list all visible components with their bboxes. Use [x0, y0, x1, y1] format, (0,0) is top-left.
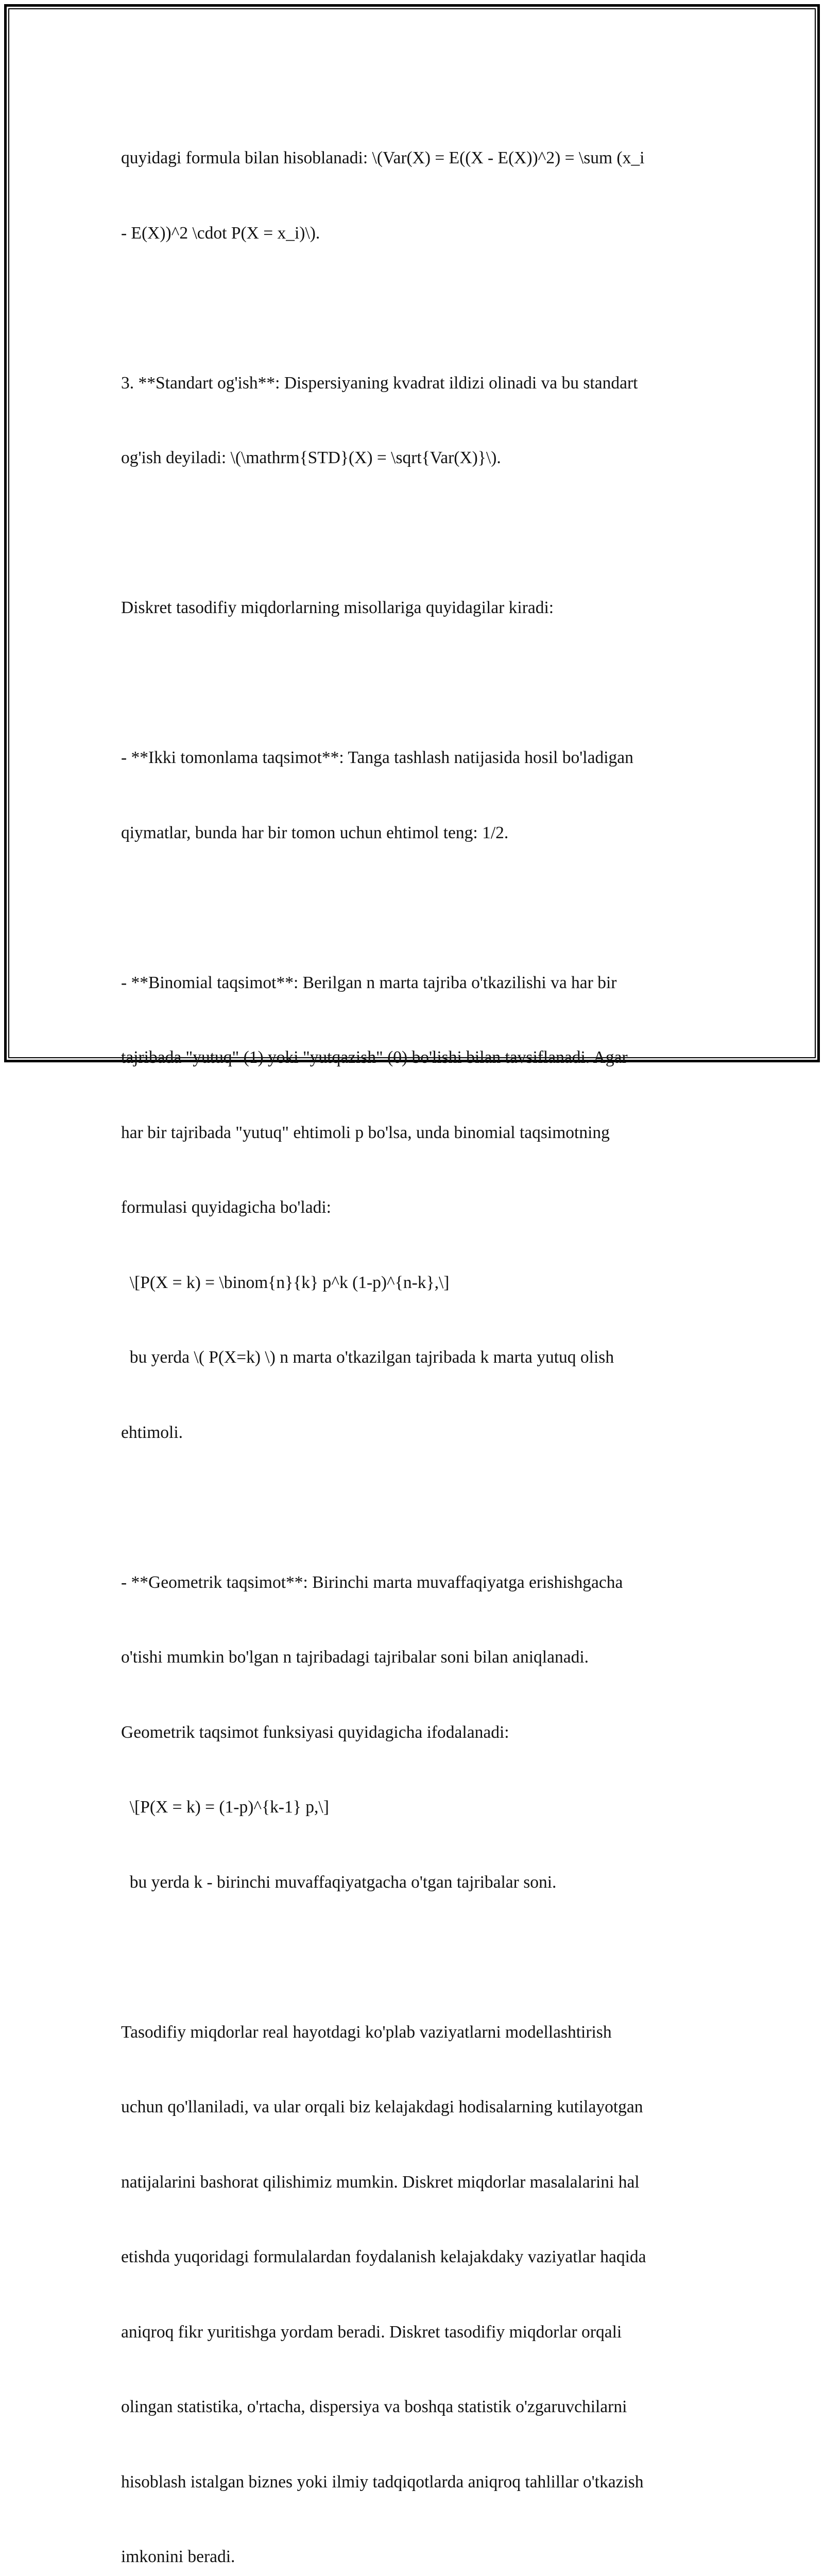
text-line: har bir tajribada "yutuq" ehtimoli p bo'lsa, unda binomial taqsimotning	[121, 1121, 703, 1146]
formula-line: \[P(X = k) = (1-p)^{k-1} p,\]	[121, 1795, 703, 1820]
text-line: Diskret tasodifiy miqdorlarning misollariga quyidagilar kiradi:	[121, 596, 703, 621]
document-body	[121, 96, 703, 2576]
text-line: qiymatlar, bunda har bir tomon uchun ehtimol teng: 1/2.	[121, 821, 703, 846]
text-line: quyidagi formula bilan hisoblanadi: \(Var(X) = E((X - E(X))^2) = \sum (x_i	[121, 146, 703, 171]
text-line: Geometrik taqsimot funksiyasi quyidagicha ifodalanadi:	[121, 1720, 703, 1745]
text-line: uchun qo'llaniladi, va ular orqali biz kelajakdagi hodisalarning kutilayotgan	[121, 2095, 703, 2120]
formula-line: \[P(X = k) = \binom{n}{k} p^k (1-p)^{n-k},\]	[121, 1270, 703, 1296]
text-line: etishda yuqoridagi formulalardan foydalanish kelajakdaky vaziyatlar haqida	[121, 2245, 703, 2270]
paragraph-variance-formula	[121, 96, 703, 296]
paragraph-conclusion	[121, 1970, 703, 2576]
paragraph-examples-intro	[121, 546, 703, 671]
paragraph-standard-deviation	[121, 321, 703, 521]
text-line: imkonini beradi.	[121, 2545, 703, 2570]
paragraph-binomial-distribution	[121, 921, 703, 1496]
paragraph-two-sided-distribution	[121, 696, 703, 895]
text-line: Tasodifiy miqdorlar real hayotdagi ko'plab vaziyatlarni modellashtirish	[121, 2020, 703, 2045]
text-line: ehtimoli.	[121, 1420, 703, 1446]
text-line: hisoblash istalgan biznes yoki ilmiy tadqiqotlarda aniqroq tahlillar o'tkazish	[121, 2470, 703, 2495]
text-line: olingan statistika, o'rtacha, dispersiya va boshqa statistik o'zgaruvchilarni	[121, 2395, 703, 2420]
text-line: 3. **Standart og'ish**: Dispersiyaning kvadrat ildizi olinadi va bu standart	[121, 371, 703, 396]
text-line: o'tishi mumkin bo'lgan n tajribadagi tajribalar soni bilan aniqlanadi.	[121, 1645, 703, 1670]
paragraph-geometric-distribution	[121, 1520, 703, 1945]
text-line: tajribada "yutuq" (1) yoki "yutqazish" (0) bo'lishi bilan tavsiflanadi. Agar	[121, 1045, 703, 1071]
text-line: - **Binomial taqsimot**: Berilgan n marta tajriba o'tkazilishi va har bir	[121, 971, 703, 996]
text-line: aniqroq fikr yuritishga yordam beradi. Diskret tasodifiy miqdorlar orqali	[121, 2320, 703, 2345]
text-line: formulasi quyidagicha bo'ladi:	[121, 1195, 703, 1221]
text-line: natijalarini bashorat qilishimiz mumkin. Diskret miqdorlar masalalarini hal	[121, 2170, 703, 2195]
text-line: - **Geometrik taqsimot**: Birinchi marta muvaffaqiyatga erishishgacha	[121, 1570, 703, 1596]
text-line: - E(X))^2 \cdot P(X = x_i)\).	[121, 221, 703, 246]
text-line: bu yerda \( P(X=k) \) n marta o'tkazilgan tajribada k marta yutuq olish	[121, 1345, 703, 1370]
text-line: - **Ikki tomonlama taqsimot**: Tanga tashlash natijasida hosil bo'ladigan	[121, 745, 703, 771]
text-line: bu yerda k - birinchi muvaffaqiyatgacha o'tgan tajribalar soni.	[121, 1870, 703, 1895]
text-line: og'ish deyiladi: \(\mathrm{STD}(X) = \sqrt{Var(X)}\).	[121, 446, 703, 471]
